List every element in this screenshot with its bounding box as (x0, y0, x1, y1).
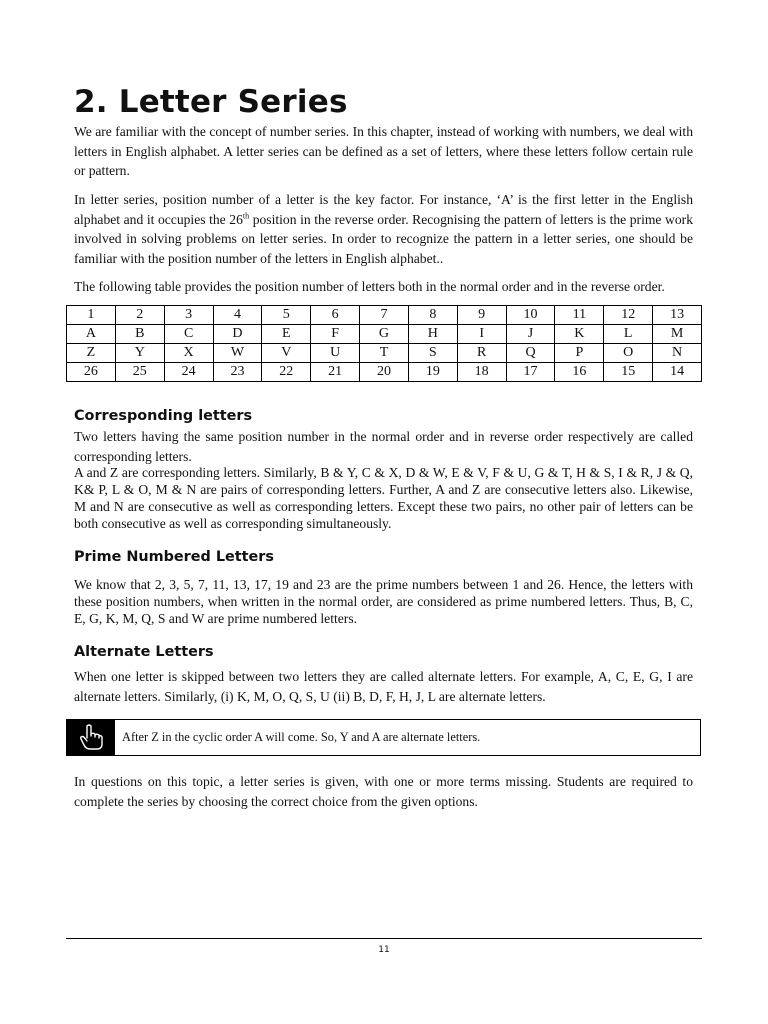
table-cell: 21 (311, 363, 360, 382)
table-cell: F (311, 325, 360, 344)
intro-paragraph-2 (74, 190, 693, 268)
table-cell: R (457, 344, 506, 363)
table-cell: C (164, 325, 213, 344)
table-cell: 15 (604, 363, 653, 382)
table-cell: Y (115, 344, 164, 363)
table-cell: L (604, 325, 653, 344)
pointing-hand-icon (73, 722, 109, 752)
table-cell: 25 (115, 363, 164, 382)
table-cell: 3 (164, 306, 213, 325)
table-cell: I (457, 325, 506, 344)
page-number: 11 (378, 945, 390, 955)
table-cell: 8 (408, 306, 457, 325)
closing-paragraph: In questions on this topic, a letter series is given, with one or more terms missing. Students are required to complete the series by choosing the correct choice from the given options. (74, 774, 693, 809)
table-cell: Z (67, 344, 116, 363)
note-box (66, 719, 701, 756)
table-cell: 14 (653, 363, 702, 382)
intro-paragraph-3: The following table provides the position number of letters both in the normal order and in the reverse order. (74, 279, 665, 294)
table-cell: M (653, 325, 702, 344)
table-cell: 19 (408, 363, 457, 382)
normal-order-row (67, 325, 702, 344)
table-cell: T (360, 344, 409, 363)
table-cell: 16 (555, 363, 604, 382)
table-cell: 18 (457, 363, 506, 382)
table-cell: 2 (115, 306, 164, 325)
intro-paragraph-2-text-a: In letter series, position number of a letter is the key factor. For instance, ‘A’ is the first letter in the English alphabet and it occupies the 26 (74, 192, 693, 227)
table-cell: K (555, 325, 604, 344)
table-cell: H (408, 325, 457, 344)
table-cell: O (604, 344, 653, 363)
heading-prime-numbered-letters: Prime Numbered Letters (74, 549, 274, 565)
alternate-paragraph: When one letter is skipped between two letters they are called alternate letters. For example, A, C, E, G, I are alternate letters. Similarly, (i) K, M, O, Q, S, U (ii) B, D, F, H, J, L are alternate letters. (74, 669, 693, 704)
table-cell: V (262, 344, 311, 363)
note-text: After Z in the cyclic order A will come. So, Y and A are alternate letters. (122, 730, 481, 744)
table-cell: 23 (213, 363, 262, 382)
table-cell: 17 (506, 363, 555, 382)
table-cell: E (262, 325, 311, 344)
table-cell: U (311, 344, 360, 363)
table-cell: 26 (67, 363, 116, 382)
table-cell: W (213, 344, 262, 363)
table-cell: 5 (262, 306, 311, 325)
position-table-body (67, 306, 702, 382)
prime-paragraph: We know that 2, 3, 5, 7, 11, 13, 17, 19 and 23 are the prime numbers between 1 and 26. Hence, the letters with these position numbers, when written in the normal order, are considered as prime numbered letters. Thus, B, C, E, G, K, M, Q, S and W are prime numbered letters. (74, 577, 693, 626)
table-cell: X (164, 344, 213, 363)
position-row (67, 306, 702, 325)
reverse-order-row (67, 344, 702, 363)
table-cell: 7 (360, 306, 409, 325)
intro-paragraph-1: We are familiar with the concept of number series. In this chapter, instead of working with numbers, we deal with letters in English alphabet. A letter series can be defined as a set of letters, where these letters follow certain rule or pattern. (74, 124, 693, 178)
corresponding-paragraph-1: Two letters having the same position number in the normal order and in reverse order respectively are called corresponding letters. (74, 429, 693, 464)
table-cell: 13 (653, 306, 702, 325)
table-cell: P (555, 344, 604, 363)
table-cell: 10 (506, 306, 555, 325)
table-cell: B (115, 325, 164, 344)
table-cell: 1 (67, 306, 116, 325)
intro-paragraph-2-text-b: position in the reverse order. Recognising the pattern of letters is the prime work involved in solving problems on letter series. In order to recognize the pattern in a letter series, one should be familiar with the position number of the letters in English alphabet.. (74, 211, 693, 266)
ordinal-suffix: th (242, 210, 250, 220)
table-cell: 24 (164, 363, 213, 382)
heading-alternate-letters: Alternate Letters (74, 644, 214, 660)
table-cell: 22 (262, 363, 311, 382)
table-cell: 6 (311, 306, 360, 325)
corresponding-paragraph-2: A and Z are corresponding letters. Similarly, B & Y, C & X, D & W, E & V, F & U, G & T, H & S, I & R, J & Q, K& P, L & O, M & N are pairs of corresponding letters. Further, A and Z are consecutive letters also. Likewise, M and N are consecutive as well as corresponding letters. Except these two pairs, no other pair of letters can be both consecutive as well as corresponding simultaneously. (74, 465, 693, 531)
table-cell: 20 (360, 363, 409, 382)
table-cell: N (653, 344, 702, 363)
page-title: 2. Letter Series (74, 84, 348, 120)
table-cell: J (506, 325, 555, 344)
table-cell: 9 (457, 306, 506, 325)
position-table (66, 305, 702, 382)
table-cell: 12 (604, 306, 653, 325)
table-cell: S (408, 344, 457, 363)
table-cell: A (67, 325, 116, 344)
reverse-position-row (67, 363, 702, 382)
table-cell: 4 (213, 306, 262, 325)
note-icon-box (67, 720, 115, 755)
heading-corresponding-letters: Corresponding letters (74, 408, 253, 424)
table-cell: G (360, 325, 409, 344)
table-cell: D (213, 325, 262, 344)
table-cell: 11 (555, 306, 604, 325)
footer-divider (66, 938, 702, 939)
table-cell: Q (506, 344, 555, 363)
